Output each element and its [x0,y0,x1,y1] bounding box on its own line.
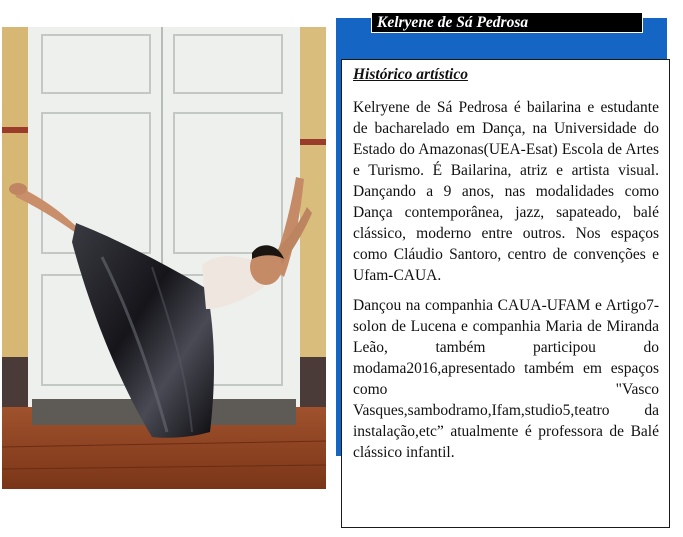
biography-paragraph-1: Kelryene de Sá Pedrosa é bailarina e estudante de bacharelado em Dança, na Universidade do Estado do Amazonas(UEA-Esat) Escola de Artes e Turismo. É Bailarina, atriz e artista visual. Dançando a 9 anos, nas modalidades como Dança contemporânea, jazz, sapateado, balé clássico, moderno entre outros. Nos espaços como Cláudio Santoro, centro de convenções e Ufam-CAUA. [353,99,659,284]
biography-paragraph-2: Dançou na companhia CAUA-UFAM e Artigo7-solon de Lucena e companhia Maria de Miranda Leão, também participou do modama2016,apresentado também em espaços como "Vasco Vasques,sambodramo,Ifam,studio5,teatro da instalação,etc” atualmente é professora de Balé clássico infantil. [353,297,659,461]
section-heading: Histórico artístico [353,66,468,83]
dancer-photo [2,27,326,489]
biography-card [341,59,670,528]
name-title-box [371,12,643,33]
page-title: Kelryene de Sá Pedrosa [377,14,529,31]
dancer-photo-illustration [2,27,326,489]
